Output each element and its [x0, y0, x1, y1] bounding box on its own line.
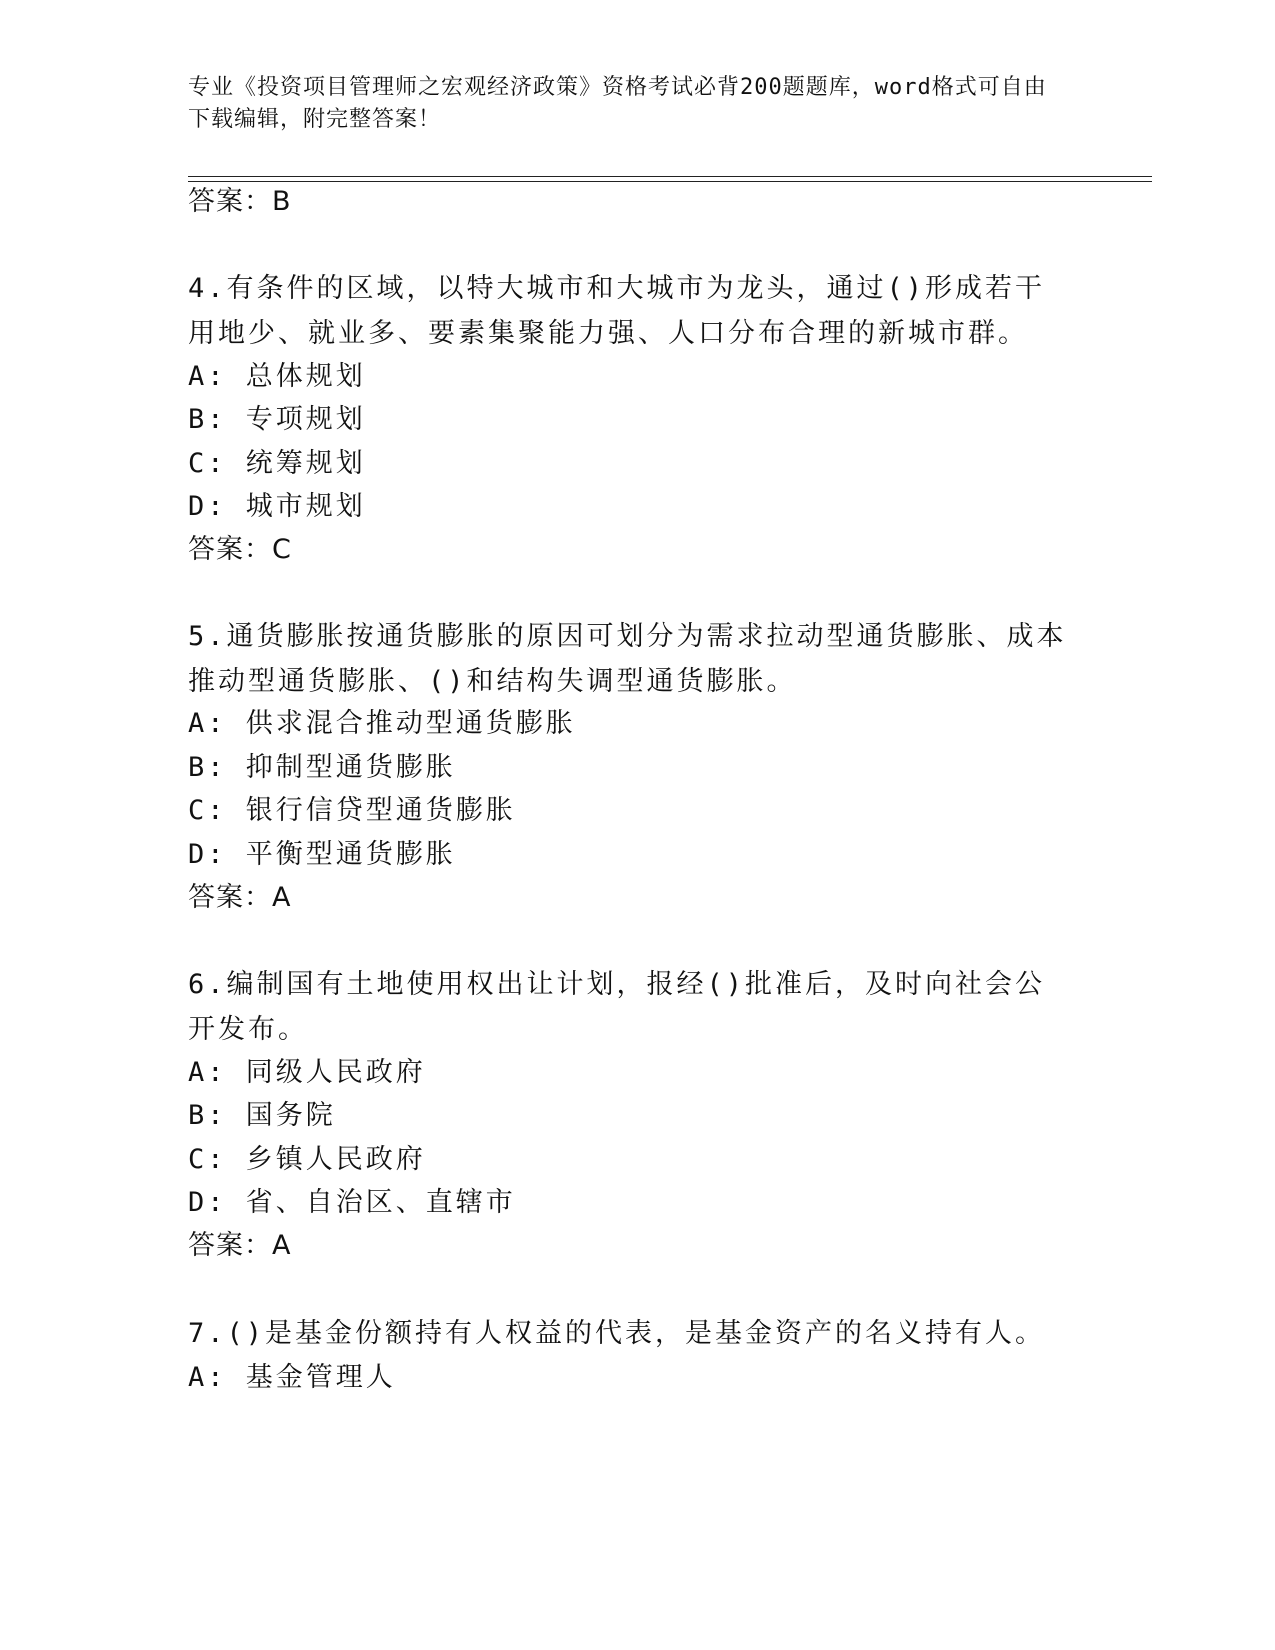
header-divider-bottom: [188, 181, 1152, 182]
question-5-option-b: B: 抑制型通货膨胀: [188, 752, 456, 783]
question-6-text: 6.编制国有土地使用权出让计划，报经()批准后，及时向社会公开发布。: [188, 969, 1046, 1045]
question-4-option-a: A: 总体规划: [188, 361, 366, 392]
question-4-text: 4.有条件的区域，以特大城市和大城市为龙头，通过()形成若干用地少、就业多、要素集聚能力强、人口分布合理的新城市群。: [188, 273, 1046, 349]
question-4-answer: 答案：C: [188, 534, 292, 565]
question-5-option-a: A: 供求混合推动型通货膨胀: [188, 708, 576, 739]
question-7-option-a: A: 基金管理人: [188, 1362, 396, 1393]
document-header-text: 专业《投资项目管理师之宏观经济政策》资格考试必背200题题库，word格式可自由下载编辑，附完整答案！: [188, 75, 1047, 132]
question-6-answer: 答案：A: [188, 1230, 292, 1261]
question-4-option-d: D: 城市规划: [188, 491, 366, 522]
question-4-option-b: B: 专项规划: [188, 404, 366, 435]
question-5-text: 5.通货膨胀按通货膨胀的原因可划分为需求拉动型通货膨胀、成本推动型通货膨胀、()和结构失调型通货膨胀。: [188, 621, 1067, 697]
answer-line: 答案：B: [188, 186, 292, 217]
question-6-option-d: D: 省、自治区、直辖市: [188, 1187, 516, 1218]
question-5-option-c: C: 银行信贷型通货膨胀: [188, 795, 516, 826]
question-5-option-d: D: 平衡型通货膨胀: [188, 839, 456, 870]
question-5-answer: 答案：A: [188, 882, 292, 913]
question-7-text: 7.()是基金份额持有人权益的代表，是基金资产的名义持有人。: [188, 1318, 1046, 1349]
question-6-option-b: B: 国务院: [188, 1100, 336, 1131]
question-4-option-c: C: 统筹规划: [188, 448, 366, 479]
question-6-option-c: C: 乡镇人民政府: [188, 1144, 426, 1175]
question-6-option-a: A: 同级人民政府: [188, 1057, 426, 1088]
header-divider-top: [188, 176, 1152, 177]
